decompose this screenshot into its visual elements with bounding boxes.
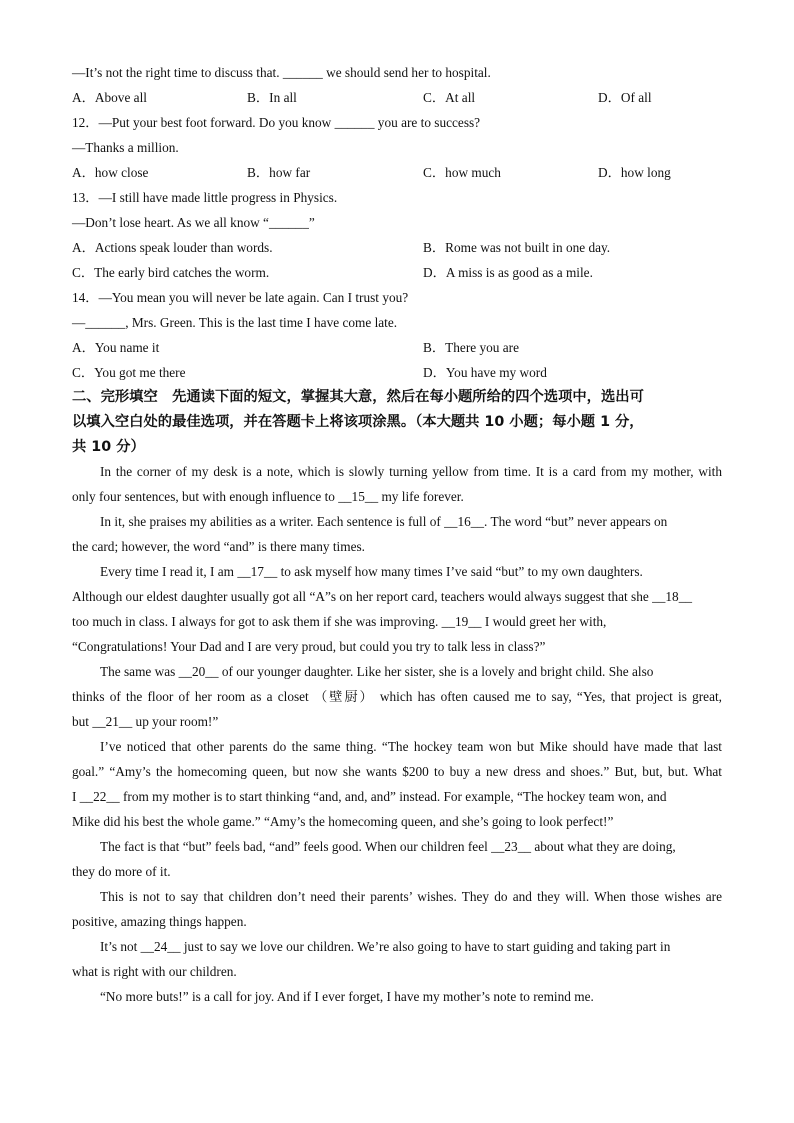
- q13-option-d[interactable]: D．A miss is as good as a mile.: [423, 265, 593, 280]
- passage-p7-line2: positive, amazing things happen.: [72, 914, 247, 929]
- q13-reply: —Don’t lose heart. As we all know “______”: [72, 215, 315, 230]
- blank-15[interactable]: __15__: [338, 489, 379, 504]
- blank-24[interactable]: __24__: [140, 939, 181, 954]
- passage-p1-line1: In the corner of my desk is a note, which is slowly turning yellow from time. It is a card from my mother, with: [100, 464, 722, 479]
- q12-stem: 12．—Put your best foot forward. Do you know ______ you are to success?: [72, 115, 481, 130]
- blank-21[interactable]: __21__: [92, 714, 133, 729]
- q11-option-b[interactable]: B．In all: [247, 90, 297, 105]
- passage-p8-line1: It’s not __24__ just to say we love our children. We’re also going to have to start guiding and taking part in: [100, 939, 671, 954]
- q12-option-b[interactable]: B．how far: [247, 165, 311, 180]
- section2-heading-line1: 二、完形填空 先通读下面的短文，掌握其大意，然后在每小题所给的四个选项中，选出可: [72, 389, 644, 405]
- q14-option-a[interactable]: A．You name it: [72, 340, 160, 355]
- passage-p4-line2: thinks of the floor of her room as a closet （壁厨） which has often caused me to say, “Yes, that project is great,: [72, 689, 722, 704]
- passage-p3-line2: Although our eldest daughter usually got all “A”s on her report card, teachers would always suggest that she __18__: [72, 589, 692, 604]
- blank-20[interactable]: __20__: [178, 664, 219, 679]
- passage-p4-line3: but __21__ up your room!”: [72, 714, 219, 729]
- blank-17[interactable]: __17__: [237, 564, 278, 579]
- passage-p3-line3: too much in class. I always for got to ask them if she was improving. __19__ I would greet her with,: [72, 614, 607, 629]
- blank-16[interactable]: __16__: [444, 514, 485, 529]
- passage-p5-line1: I’ve noticed that other parents do the same thing. “The hockey team won but Mike should have made that last: [100, 739, 722, 754]
- blank-22[interactable]: __22__: [79, 789, 120, 804]
- blank-19[interactable]: __19__: [441, 614, 482, 629]
- passage-p1-line2: only four sentences, but with enough influence to __15__ my life forever.: [72, 489, 464, 504]
- q11-dialog-line: —It’s not the right time to discuss that. ______ we should send her to hospital.: [72, 65, 491, 80]
- q12-option-a[interactable]: A．how close: [72, 165, 149, 180]
- section2-heading-line3: 共 10 分）: [72, 439, 145, 455]
- q12-option-c[interactable]: C．how much: [423, 165, 501, 180]
- passage-p2-line2: the card; however, the word “and” is there many times.: [72, 539, 365, 554]
- passage-p5-line4: Mike did his best the whole game.” “Amy’s the homecoming queen, and she’s going to look perfect!”: [72, 814, 614, 829]
- passage-p6-line2: they do more of it.: [72, 864, 171, 879]
- blank-23[interactable]: __23__: [491, 839, 531, 854]
- passage-p5-line3: I __22__ from my mother is to start thinking “and, and, and” instead. For example, “The hockey team won, and: [72, 789, 667, 804]
- q14-stem: 14．—You mean you will never be late again. Can I trust you?: [72, 290, 409, 305]
- passage-p4-line1: The same was __20__ of our younger daughter. Like her sister, she is a lovely and bright child. She also: [100, 664, 654, 679]
- passage-p6-line1: The fact is that “but” feels bad, “and” feels good. When our children feel __23__ about what they are doing,: [100, 839, 676, 854]
- q14-reply: —______, Mrs. Green. This is the last time I have come late.: [72, 315, 398, 330]
- q13-option-b[interactable]: B．Rome was not built in one day.: [423, 240, 611, 255]
- q14-option-b[interactable]: B．There you are: [423, 340, 519, 355]
- blank-18[interactable]: __18__: [652, 589, 692, 604]
- passage-p3-line1: Every time I read it, I am __17__ to ask myself how many times I’ve said “but” to my own daughters.: [100, 564, 643, 579]
- passage-p5-line2: goal.” “Amy’s the homecoming queen, but now she wants $200 to buy a new dress and shoes.” But, but, but. What: [72, 764, 722, 779]
- q12-option-d[interactable]: D．how long: [598, 165, 671, 180]
- q13-option-c[interactable]: C．The early bird catches the worm.: [72, 265, 270, 280]
- passage-p9-line1: “No more buts!” is a call for joy. And if I ever forget, I have my mother’s note to remind me.: [100, 989, 594, 1004]
- q14-option-d[interactable]: D．You have my word: [423, 365, 547, 380]
- passage-p7-line1: This is not to say that children don’t need their parents’ wishes. They do and they will. When those wishes are: [100, 889, 722, 904]
- q11-option-c[interactable]: C．At all: [423, 90, 476, 105]
- q13-option-a[interactable]: A．Actions speak louder than words.: [72, 240, 273, 255]
- q13-stem: 13．—I still have made little progress in Physics.: [72, 190, 338, 205]
- q11-option-a[interactable]: A．Above all: [72, 90, 147, 105]
- passage-p2-line1: In it, she praises my abilities as a writer. Each sentence is full of __16__. The word “but” never appears on: [100, 514, 668, 529]
- passage-p8-line2: what is right with our children.: [72, 964, 237, 979]
- section2-heading-line2: 以填入空白处的最佳选项，并在答题卡上将该项涂黑。（本大题共 10 小题；每小题 1 分，: [72, 414, 644, 430]
- passage-p3-line4: “Congratulations! Your Dad and I are very proud, but could you try to talk less in class?”: [72, 639, 546, 654]
- q14-option-c[interactable]: C．You got me there: [72, 365, 186, 380]
- q12-reply: —Thanks a million.: [72, 140, 179, 155]
- q11-option-d[interactable]: D．Of all: [598, 90, 652, 105]
